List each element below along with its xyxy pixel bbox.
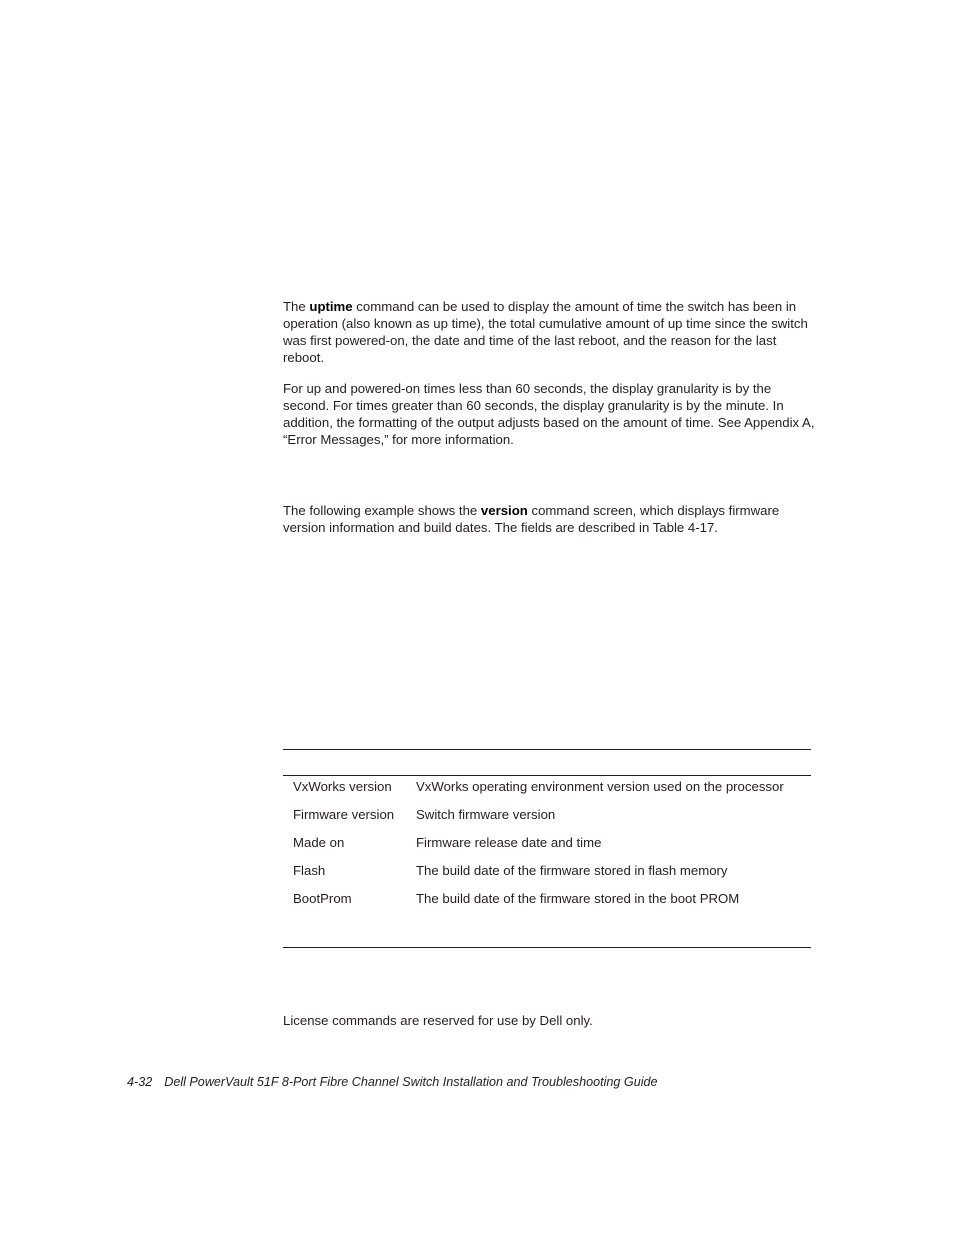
document-title: Dell PowerVault 51F 8-Port Fibre Channel Switch Installation and Troubleshooting Guide (164, 1075, 658, 1089)
field-description: The build date of the firmware stored in flash memory (416, 863, 728, 878)
page-number: 4-32 (127, 1075, 153, 1089)
version-fields-table (283, 779, 811, 919)
version-pre: The following example shows the (283, 503, 481, 518)
field-description: Firmware release date and time (416, 835, 602, 850)
granularity-paragraph: For up and powered-on times less than 60 seconds, the display granularity is by the second. For times greater than 60 seconds, the display granularity is by the minute. In addition, the formatting of the output adjusts based on the amount of time. See Appendix A, “Error Messages,” for more information. (283, 381, 815, 447)
uptime-post: command can be used to display the amount of time the switch has been in operation (also known as up time), the total cumulative amount of up time since the switch was first powered-on, the date and time of the last reboot, and the reason for the last reboot. (283, 299, 808, 365)
table-top-rule (283, 749, 811, 750)
table-header-rule (283, 775, 811, 776)
field-description: VxWorks operating environment version used on the processor (416, 779, 784, 794)
field-description: The build date of the firmware stored in the boot PROM (416, 891, 740, 906)
uptime-description (283, 298, 815, 366)
field-name: Made on (293, 835, 345, 850)
version-post: command screen, which displays firmware version information and build dates. The fields are described in Table 4-17. (283, 503, 780, 535)
version-command: version (480, 503, 528, 518)
table-bottom-rule (283, 947, 811, 948)
field-name: VxWorks version (293, 779, 392, 794)
table-row (283, 863, 811, 879)
uptime-pre: The (283, 299, 310, 314)
field-description: Switch firmware version (416, 807, 556, 822)
license-note: License commands are reserved for use by Dell only. (283, 1013, 593, 1028)
page-footer (127, 1074, 658, 1090)
field-name: BootProm (293, 891, 352, 906)
table-row (283, 779, 811, 795)
table-row (283, 835, 811, 851)
version-description (283, 502, 815, 536)
field-name: Flash (293, 863, 326, 878)
table-row (283, 891, 811, 907)
uptime-command: uptime (309, 299, 353, 314)
table-row (283, 807, 811, 823)
field-name: Firmware version (293, 807, 395, 822)
